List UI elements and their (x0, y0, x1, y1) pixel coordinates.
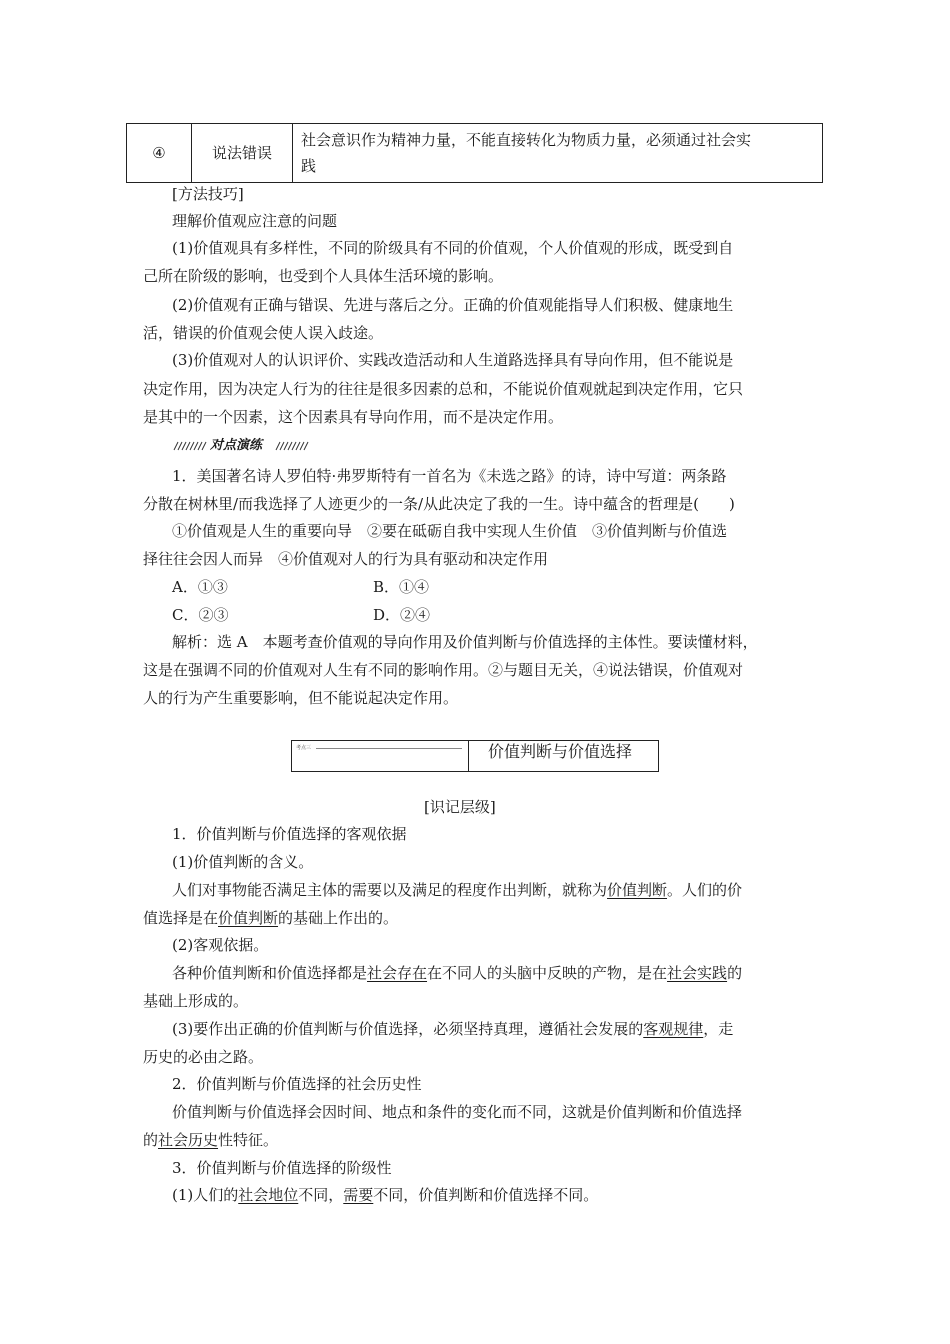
text: 性特征。 (218, 1131, 279, 1149)
section-title: 价值判断与价值选择 (488, 742, 633, 761)
text: 的 (727, 964, 743, 982)
text: 的 (143, 1131, 159, 1149)
key-term: 价值判断 (218, 909, 279, 927)
text: 的基础上作出的。 (278, 909, 399, 927)
body-heading: 3．价值判断与价值选择的阶级性 (172, 1159, 392, 1177)
body-paragraph: 历史的必由之路。 (143, 1048, 264, 1066)
key-term: 价值判断 (607, 881, 668, 899)
text: 各种价值判断和价值选择都是 (172, 964, 368, 982)
text: 不同， (298, 1186, 344, 1204)
reason-line: 社会意识作为精神力量，不能直接转化为物质力量，必须通过社会实 (301, 131, 752, 149)
text: 人们对事物能否满足主体的需要以及满足的程度作出判断，就称为 (172, 881, 608, 899)
key-term: 需要 (343, 1186, 374, 1204)
body-paragraph (143, 908, 398, 928)
method-paragraph: (3)价值观对人的认识评价、实践改造活动和人生道路选择具有导向作用，但不能说是 (172, 351, 734, 369)
analysis-table (126, 123, 823, 183)
table-cell-verdict: 说法错误 (192, 124, 293, 183)
text: (3)要作出正确的价值判断与价值选择，必须坚持真理，遵循社会发展的 (172, 1020, 644, 1038)
option-c: C．②③ (172, 606, 229, 624)
method-paragraph: (2)价值观有正确与错误、先进与落后之分。正确的价值观能指导人们积极、健康地生 (172, 296, 734, 314)
answer-explanation: 人的行为产生重要影响，但不能说起决定作用。 (143, 689, 459, 707)
practice-banner (172, 440, 312, 452)
practice-banner-title: 对点演练 (210, 438, 263, 453)
body-subheading: (2)客观依据。 (172, 936, 269, 954)
key-term: 客观规律 (643, 1020, 704, 1038)
key-term: 社会实践 (667, 964, 728, 982)
body-heading: 2．价值判断与价值选择的社会历史性 (172, 1075, 422, 1093)
text: 在不同人的头脑中反映的产物，是在 (427, 964, 668, 982)
body-paragraph (143, 1130, 278, 1150)
method-paragraph: 己所在阶级的影响，也受到个人具体生活环境的影响。 (143, 267, 504, 285)
key-term: 社会历史 (158, 1131, 219, 1149)
method-heading: [方法技巧] (172, 185, 244, 203)
question-stem: 分散在树林里/而我选择了人迹更少的一条/从此决定了我的一生。诗中蕴含的哲理是( ) (143, 495, 735, 513)
body-heading: 1．价值判断与价值选择的客观依据 (172, 825, 407, 843)
question-statements: 择往往会因人而异 ④价值观对人的行为具有驱动和决定作用 (143, 550, 549, 568)
text: (1)人们的 (172, 1186, 239, 1204)
answer-explanation: 解析：选 A 本题考查价值观的导向作用及价值判断与价值选择的主体性。要读懂材料， (172, 633, 758, 651)
body-paragraph (172, 880, 742, 900)
table-cell-reason (293, 124, 823, 183)
option-a: A．①③ (172, 578, 228, 596)
section-header-box (291, 740, 659, 772)
body-paragraph: 价值判断与价值选择会因时间、地点和条件的变化而不同，这就是价值判断和价值选择 (172, 1103, 743, 1121)
section-tag: 考点三 (296, 745, 312, 751)
section-tag-cell (292, 741, 469, 771)
method-paragraph: (1)价值观具有多样性，不同的阶级具有不同的价值观，个人价值观的形成，既受到自 (172, 239, 734, 257)
text: ，走 (703, 1020, 734, 1038)
body-paragraph (172, 963, 742, 983)
text: 。人们的价 (667, 881, 743, 899)
option-b: B．①④ (373, 578, 430, 596)
table-row (127, 124, 823, 183)
body-paragraph (172, 1185, 598, 1205)
question-statements: ①价值观是人生的重要向导 ②要在砥砺自我中实现人生价值 ③价值判断与价值选 (172, 522, 728, 540)
method-paragraph: 是其中的一个因素，这个因素具有导向作用，而不是决定作用。 (143, 408, 564, 426)
level-label: [识记层级] (424, 798, 496, 816)
key-term: 社会存在 (367, 964, 428, 982)
option-d: D．②④ (373, 606, 431, 624)
body-paragraph: 基础上形成的。 (143, 992, 249, 1010)
question-stem: 1．美国著名诗人罗伯特·弗罗斯特有一首名为《未选之路》的诗，诗中写道：两条路 (172, 467, 727, 485)
method-title: 理解价值观应注意的问题 (172, 212, 338, 230)
answer-explanation: 这是在强调不同的价值观对人生有不同的影响作用。②与题目无关，④说法错误，价值观对 (143, 661, 744, 679)
body-paragraph (172, 1019, 733, 1039)
text: 值选择是在 (143, 909, 219, 927)
method-paragraph: 活，错误的价值观会使人误入歧途。 (143, 324, 384, 342)
text: 不同，价值判断和价值选择不同。 (373, 1186, 599, 1204)
key-term: 社会地位 (238, 1186, 299, 1204)
section-tag-rule (316, 748, 462, 749)
reason-line: 践 (301, 157, 317, 175)
body-subheading: (1)价值判断的含义。 (172, 853, 314, 871)
method-paragraph: 决定作用，因为决定人行为的往往是很多因素的总和，不能说价值观就起到决定作用，它只 (143, 380, 744, 398)
table-cell-number: ④ (127, 124, 192, 183)
